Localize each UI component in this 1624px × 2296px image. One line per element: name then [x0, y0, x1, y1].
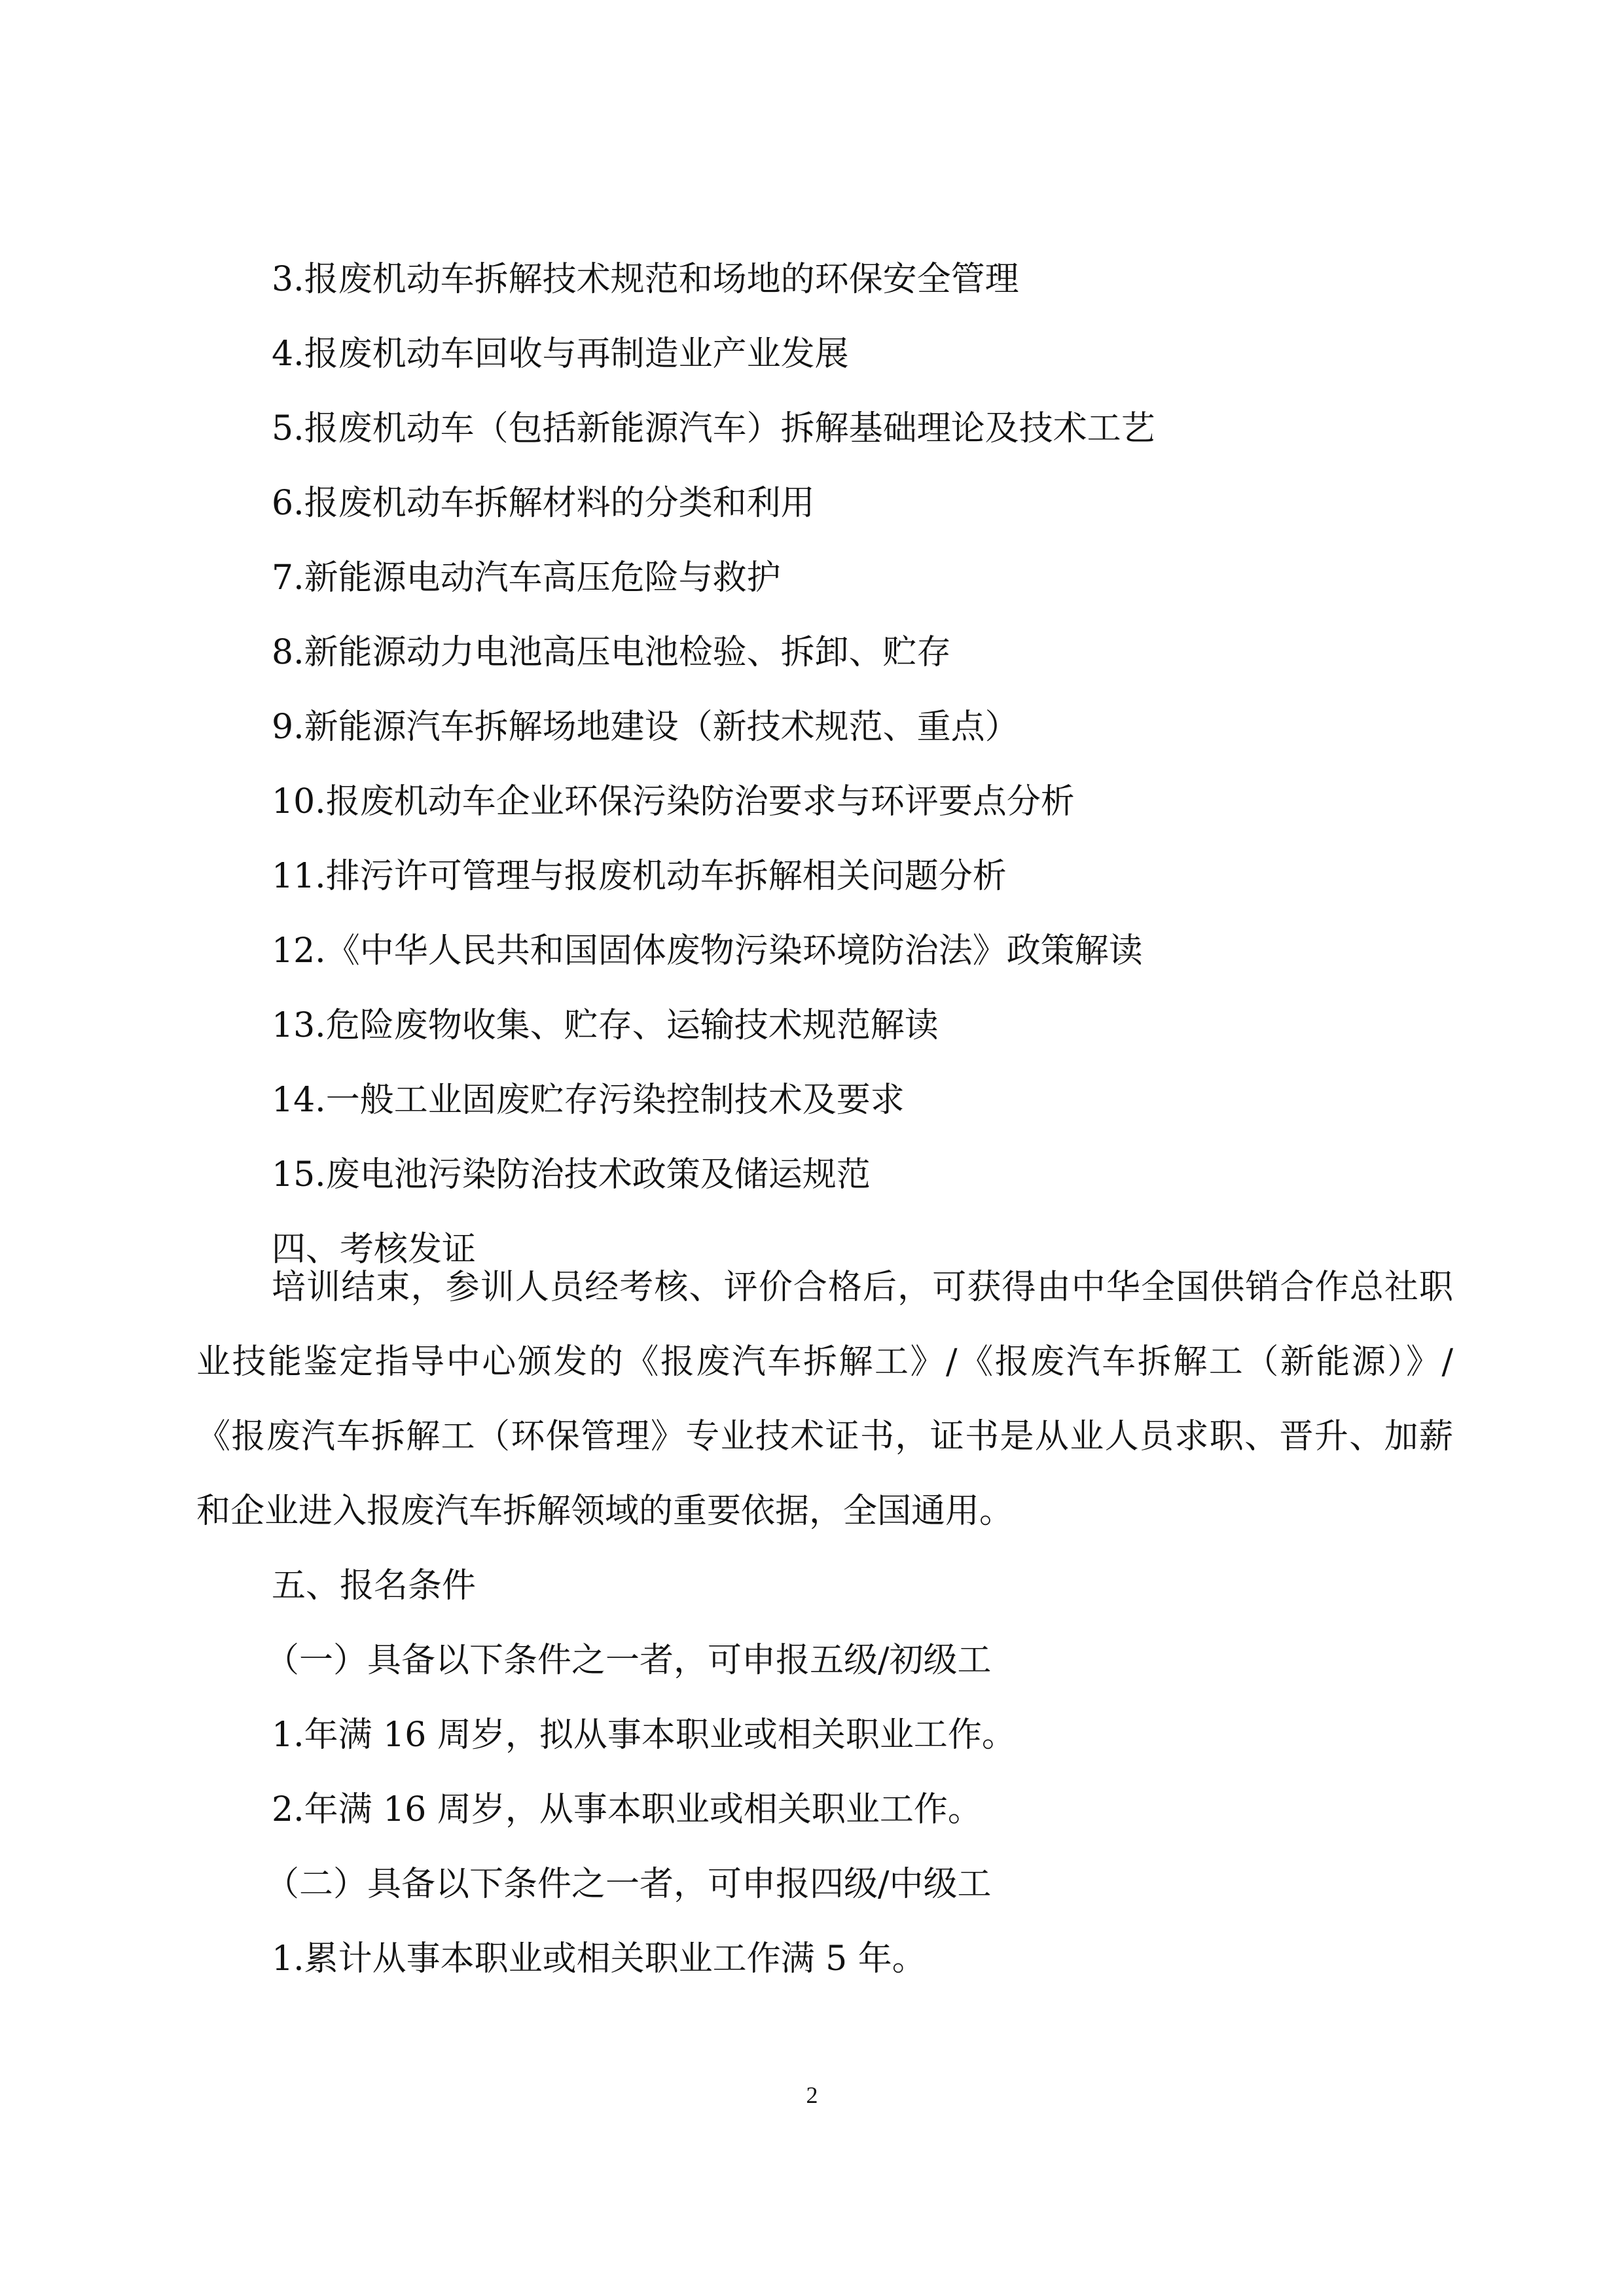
section-heading-registration: 五、报名条件 [272, 1566, 477, 1605]
topic-item: 9.新能源汽车拆解场地建设（新技术规范、重点） [272, 708, 1019, 747]
assessment-paragraph: 培训结束，参训人员经考核、评价合格后，可获得由中华全国供销合作总社职业技能鉴定指导中心颁发的《报废汽车拆解工》/《报废汽车拆解工（新能源）》/《报废汽车拆解工（环保管理》专业技术证书，证书是从业人员求职、晋升、加薪和企业进入报废汽车拆解领域的重要依据，全国通用。 [196, 1268, 1453, 1531]
condition-item: 2.年满 16 周岁，从事本职业或相关职业工作。 [272, 1790, 982, 1829]
topic-item: 10.报废机动车企业环保污染防治要求与环评要点分析 [272, 782, 1075, 821]
topic-item: 4.报废机动车回收与再制造业产业发展 [272, 334, 849, 374]
training-topic-list [272, 242, 1483, 1287]
registration-section [265, 1549, 1483, 1996]
topic-item: 6.报废机动车拆解材料的分类和利用 [272, 484, 815, 523]
topic-item: 12.《中华人民共和国固体废物污染环境防治法》政策解读 [272, 931, 1143, 971]
section-heading-assessment: 四、考核发证 [272, 1230, 477, 1269]
condition-group-title: （一）具备以下条件之一者，可申报五级/初级工 [265, 1641, 992, 1680]
condition-group-title: （二）具备以下条件之一者，可申报四级/中级工 [265, 1865, 992, 1904]
topic-item: 3.报废机动车拆解技术规范和场地的环保安全管理 [272, 260, 1019, 299]
topic-item: 15.废电池污染防治技术政策及储运规范 [272, 1155, 871, 1194]
topic-item: 11.排污许可管理与报废机动车拆解相关问题分析 [272, 857, 1007, 896]
condition-item: 1.年满 16 周岁，拟从事本职业或相关职业工作。 [272, 1715, 1016, 1755]
page-number: 2 [806, 2082, 818, 2108]
topic-item: 7.新能源电动汽车高压危险与救护 [272, 558, 781, 598]
topic-item: 5.报废机动车（包括新能源汽车）拆解基础理论及技术工艺 [272, 409, 1155, 448]
topic-item: 14.一般工业固废贮存污染控制技术及要求 [272, 1081, 905, 1120]
topic-item: 13.危险废物收集、贮存、运输技术规范解读 [272, 1006, 939, 1045]
topic-item: 8.新能源动力电池高压电池检验、拆卸、贮存 [272, 633, 951, 672]
condition-item: 1.累计从事本职业或相关职业工作满 5 年。 [272, 1939, 926, 1979]
